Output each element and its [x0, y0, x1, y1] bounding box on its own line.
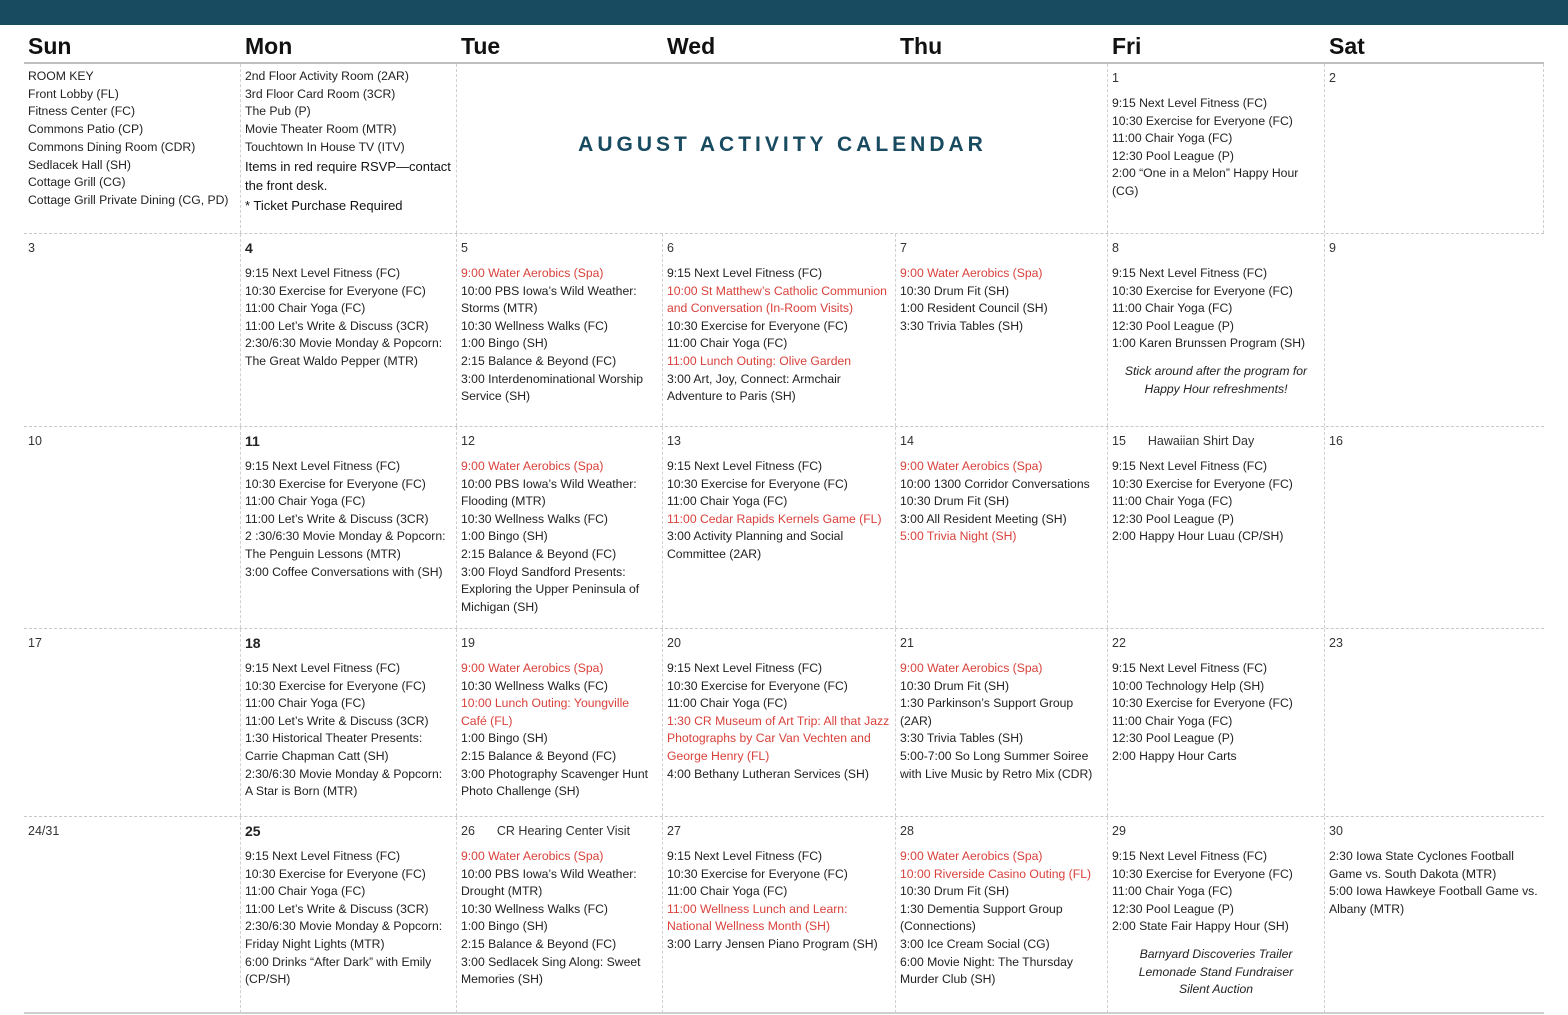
day-number-text: 11: [245, 433, 260, 449]
rsvp-event-item: 10:00 Riverside Casino Outing (FL): [900, 866, 1092, 881]
event-item: 5:00 Iowa Hawkeye Football Game vs. Albany (MTR): [1329, 884, 1538, 916]
event-item: 10:30 Exercise for Everyone (FC): [245, 678, 426, 693]
room-key-line: 2nd Floor Activity Room (2AR): [245, 69, 409, 83]
week-row-3: [24, 427, 1544, 629]
event-item: 9:15 Next Level Fitness (FC): [667, 266, 823, 280]
event-item: 1:00 Bingo (SH): [461, 336, 548, 351]
event-item: 10:30 Exercise for Everyone (FC): [245, 866, 426, 881]
day-cell-25: [241, 817, 457, 1013]
event-item: 9:15 Next Level Fitness (FC): [245, 459, 401, 473]
day-number-text: 10: [28, 434, 42, 448]
day-number-text: 28: [900, 824, 914, 838]
day-number-text: 17: [28, 636, 42, 650]
event-item: 11:00 Chair Yoga (FC): [1112, 494, 1233, 509]
italic-note-line: Silent Auction: [1178, 982, 1254, 997]
day-number: [1112, 433, 1320, 450]
event-item: 12:30 Pool League (P): [1112, 901, 1234, 916]
rsvp-event-item: 10:00 Lunch Outing: Youngville Café (FL): [461, 696, 630, 728]
event-item: 12:30 Pool League (P): [1112, 731, 1234, 746]
event-item: 10:30 Wellness Walks (FC): [461, 318, 608, 333]
event-item: 1:00 Karen Brunssen Program (SH): [1112, 336, 1306, 351]
event-item: 11:00 Let’s Write & Discuss (3CR): [245, 511, 429, 526]
event-item: 11:00 Chair Yoga (FC): [245, 696, 366, 711]
event-item: 11:00 Chair Yoga (FC): [245, 494, 366, 509]
weekday-header: [24, 30, 1544, 64]
day-cell-4: [241, 234, 457, 426]
event-item: 10:30 Exercise for Everyone (FC): [667, 476, 848, 491]
day-number: [28, 240, 236, 257]
event-item: 12:30 Pool League (P): [1112, 511, 1234, 526]
day-cell-19: [457, 629, 663, 816]
day-number: [900, 240, 1103, 257]
room-key-line: Touchtown In House TV (ITV): [245, 139, 405, 154]
event-item: 2:15 Balance & Beyond (FC): [461, 748, 617, 763]
event-item: 6:00 Movie Night: The Thursday Murder Club (SH): [900, 954, 1073, 987]
day-number: [667, 823, 891, 840]
event-item: 12:30 Pool League (P): [1112, 148, 1234, 163]
italic-note: [1112, 946, 1320, 999]
day-number: [900, 433, 1103, 450]
event-item: 3:00 All Resident Meeting (SH): [900, 511, 1067, 526]
day-note: CR Hearing Center Visit: [496, 824, 631, 838]
event-item: 1:30 Parkinson’s Support Group (2AR): [900, 696, 1074, 728]
rsvp-event-item: 9:00 Water Aerobics (Spa): [461, 661, 604, 675]
event-item: 10:00 PBS Iowa’s Wild Weather: Drought (MTR): [461, 866, 637, 899]
day-cell-26: [457, 817, 663, 1013]
day-number-text: 8: [1112, 241, 1119, 255]
event-item: 3:00 Coffee Conversations with (SH): [245, 564, 443, 579]
day-cell-30: [1325, 817, 1544, 1013]
event-item: 11:00 Chair Yoga (FC): [667, 336, 788, 351]
event-item: 3:00 Floyd Sandford Presents: Exploring the Upper Peninsula of Michigan (SH): [461, 564, 640, 614]
day-number-text: 9: [1329, 241, 1336, 255]
italic-note-line: Stick around after the program for: [1124, 363, 1308, 378]
day-cell-28: [896, 817, 1108, 1013]
event-item: 3:00 Photography Scavenger Hunt Photo Challenge (SH): [461, 766, 649, 799]
event-item: 2:30/6:30 Movie Monday & Popcorn: Friday Night Lights (MTR): [245, 919, 443, 951]
event-item: 10:00 PBS Iowa’s Wild Weather: Storms (MTR): [461, 283, 637, 316]
rsvp-event-item: 9:00 Water Aerobics (Spa): [900, 661, 1043, 675]
weekday-sun: Sun: [28, 33, 72, 59]
event-item: 1:00 Bingo (SH): [461, 529, 548, 544]
event-item: 11:00 Chair Yoga (FC): [1112, 301, 1233, 316]
week-row-2: [24, 234, 1544, 427]
room-key-line: Sedlacek Hall (SH): [28, 157, 131, 172]
day-number-text: 27: [667, 824, 681, 838]
event-item: 3:00 Sedlacek Sing Along: Sweet Memories (SH): [461, 954, 641, 987]
event-item: 11:00 Chair Yoga (FC): [1112, 131, 1233, 146]
rsvp-event-item: 11:00 Wellness Lunch and Learn: National Wellness Month (SH): [667, 901, 848, 934]
day-cell-12: [457, 427, 663, 628]
day-cell-8: [1108, 234, 1325, 426]
weekday-sat: Sat: [1329, 33, 1365, 59]
day-number: 2: [1329, 71, 1336, 85]
day-cell-23: [1325, 629, 1544, 816]
day-number: [1112, 635, 1320, 652]
day-number: [28, 635, 236, 652]
event-item: 9:15 Next Level Fitness (FC): [1112, 266, 1268, 280]
day-cell-16: [1325, 427, 1544, 628]
weekday-thu: Thu: [900, 33, 943, 59]
day-cell-14: [896, 427, 1108, 628]
day-number: [900, 635, 1103, 652]
event-item: 11:00 Chair Yoga (FC): [667, 494, 788, 509]
event-item: 10:30 Drum Fit (SH): [900, 884, 1010, 899]
event-item: 11:00 Chair Yoga (FC): [667, 696, 788, 711]
day-cell-15: [1108, 427, 1325, 628]
day-cell-10: [24, 427, 241, 628]
italic-note-line: Lemonade Stand Fundraiser: [1138, 964, 1294, 979]
day-number-text: 12: [461, 434, 475, 448]
room-key-line: The Pub (P): [245, 104, 311, 119]
event-item: 10:30 Exercise for Everyone (FC): [245, 476, 426, 491]
day-number: [245, 823, 452, 840]
event-item: 9:15 Next Level Fitness (FC): [1112, 96, 1268, 110]
day-number: [1329, 635, 1540, 652]
day-number: [461, 433, 658, 450]
bottom-rule: [24, 1012, 1544, 1014]
day-number-text: 13: [667, 434, 681, 448]
event-item: 10:30 Exercise for Everyone (FC): [1112, 113, 1293, 128]
event-item: 10:30 Drum Fit (SH): [900, 678, 1010, 693]
room-key-column-1: [24, 64, 241, 233]
rsvp-event-item: 9:00 Water Aerobics (Spa): [461, 459, 604, 473]
event-item: 11:00 Let’s Write & Discuss (3CR): [245, 901, 429, 916]
event-item: 2:15 Balance & Beyond (FC): [461, 936, 617, 951]
day-cell-21: [896, 629, 1108, 816]
day-number: [667, 240, 891, 257]
day-number: [1112, 240, 1320, 257]
event-item: 9:15 Next Level Fitness (FC): [245, 661, 401, 675]
event-item: 11:00 Chair Yoga (FC): [1112, 884, 1233, 899]
event-item: 10:30 Exercise for Everyone (FC): [667, 318, 848, 333]
event-item: 1:00 Bingo (SH): [461, 919, 548, 934]
event-item: 10:30 Drum Fit (SH): [900, 283, 1010, 298]
event-item: 9:15 Next Level Fitness (FC): [667, 661, 823, 675]
event-item: 11:00 Chair Yoga (FC): [667, 884, 788, 899]
event-item: 2 :30/6:30 Movie Monday & Popcorn: The Penguin Lessons (MTR): [245, 529, 446, 561]
room-key-column-2: [241, 64, 457, 233]
room-key-line: Fitness Center (FC): [28, 104, 135, 119]
day-number-text: 15: [1112, 434, 1126, 448]
day-number-text: 30: [1329, 824, 1343, 838]
week-row-1: [24, 64, 1544, 234]
rsvp-event-item: 9:00 Water Aerobics (Spa): [461, 849, 604, 863]
event-item: 6:00 Drinks “After Dark” with Emily (CP/SH): [245, 954, 432, 987]
day-cell-1: [1108, 64, 1325, 233]
event-item: 3:00 Ice Cream Social (CG): [900, 936, 1050, 951]
day-number-text: 23: [1329, 636, 1343, 650]
event-item: 9:15 Next Level Fitness (FC): [1112, 459, 1268, 473]
rsvp-event-item: 5:00 Trivia Night (SH): [900, 529, 1017, 544]
room-key-line: Commons Patio (CP): [28, 122, 144, 137]
week-row-5: [24, 817, 1544, 1013]
day-number-text: 19: [461, 636, 475, 650]
event-item: 1:30 Historical Theater Presents: Carrie Chapman Catt (SH): [245, 731, 423, 763]
day-cell-24-31: [24, 817, 241, 1013]
room-key-line: Movie Theater Room (MTR): [245, 122, 397, 137]
event-item: 3:00 Activity Planning and Social Committee (2AR): [667, 529, 844, 561]
day-number: [1329, 823, 1540, 840]
day-cell-9: [1325, 234, 1544, 426]
event-item: 4:00 Bethany Lutheran Services (SH): [667, 766, 869, 781]
event-item: 11:00 Chair Yoga (FC): [245, 301, 366, 316]
day-cell-18: [241, 629, 457, 816]
day-number-text: 5: [461, 241, 468, 255]
event-item: 11:00 Let’s Write & Discuss (3CR): [245, 318, 429, 333]
week-row-4: [24, 629, 1544, 817]
day-number-text: 29: [1112, 824, 1126, 838]
rsvp-event-item: 9:00 Water Aerobics (Spa): [900, 849, 1043, 863]
event-item: 3:00 Interdenominational Worship Service (SH): [461, 371, 644, 404]
day-number-text: 6: [667, 241, 674, 255]
day-number: [245, 635, 452, 652]
day-number-text: 25: [245, 823, 261, 839]
day-number: [28, 433, 236, 450]
header-bar: [0, 0, 1568, 25]
day-number-text: 26: [461, 824, 475, 838]
day-cell-7: [896, 234, 1108, 426]
event-item: 10:30 Wellness Walks (FC): [461, 901, 608, 916]
event-item: 2:30/6:30 Movie Monday & Popcorn: A Star is Born (MTR): [245, 766, 443, 799]
day-cell-5: [457, 234, 663, 426]
event-item: 3:00 Larry Jensen Piano Program (SH): [667, 936, 878, 951]
event-item: 11:00 Chair Yoga (FC): [245, 884, 366, 899]
event-item: 9:15 Next Level Fitness (FC): [245, 266, 401, 280]
room-key-line: ROOM KEY: [28, 69, 94, 83]
day-number-text: 22: [1112, 636, 1126, 650]
event-item: 10:00 PBS Iowa’s Wild Weather: Flooding (MTR): [461, 476, 637, 509]
weekday-wed: Wed: [667, 33, 716, 59]
day-cell-29: [1108, 817, 1325, 1013]
day-number: [1329, 240, 1540, 257]
rsvp-event-item: 9:00 Water Aerobics (Spa): [900, 459, 1043, 473]
room-key-line: 3rd Floor Card Room (3CR): [245, 86, 396, 101]
day-number-text: 18: [245, 635, 261, 651]
event-item: 9:15 Next Level Fitness (FC): [667, 849, 823, 863]
rsvp-note: Items in red require RSVP—contact the front desk.: [245, 158, 451, 194]
event-item: 10:00 1300 Corridor Conversations: [900, 476, 1090, 491]
day-cell-20: [663, 629, 896, 816]
event-item: 3:30 Trivia Tables (SH): [900, 318, 1024, 333]
event-item: 10:30 Drum Fit (SH): [900, 494, 1010, 509]
day-number-text: 7: [900, 241, 907, 255]
day-number-text: 21: [900, 636, 914, 650]
event-item: 11:00 Let’s Write & Discuss (3CR): [245, 713, 429, 728]
calendar-title: AUGUST ACTIVITY CALENDAR: [578, 133, 987, 156]
italic-note-line: Barnyard Discoveries Trailer: [1139, 946, 1293, 961]
event-item: 2:00 State Fair Happy Hour (SH): [1112, 919, 1289, 934]
day-number-text: 4: [245, 240, 253, 256]
weekday-tue: Tue: [461, 33, 501, 59]
day-number: [900, 823, 1103, 840]
event-item: 10:30 Wellness Walks (FC): [461, 511, 608, 526]
event-item: 2:15 Balance & Beyond (FC): [461, 546, 617, 561]
event-item: 2:15 Balance & Beyond (FC): [461, 353, 617, 368]
day-number-text: 16: [1329, 434, 1343, 448]
day-number: [28, 823, 236, 840]
event-item: 10:30 Wellness Walks (FC): [461, 678, 608, 693]
day-cell-11: [241, 427, 457, 628]
event-item: 10:00 Technology Help (SH): [1112, 678, 1265, 693]
event-item: 2:30/6:30 Movie Monday & Popcorn: The Great Waldo Pepper (MTR): [245, 336, 443, 368]
day-number: [667, 635, 891, 652]
event-item: 10:30 Exercise for Everyone (FC): [1112, 476, 1293, 491]
event-item: 2:00 Happy Hour Carts: [1112, 748, 1237, 763]
room-key-line: Commons Dining Room (CDR): [28, 139, 196, 154]
day-cell-6: [663, 234, 896, 426]
event-item: 9:15 Next Level Fitness (FC): [667, 459, 823, 473]
event-item: 10:30 Exercise for Everyone (FC): [667, 866, 848, 881]
event-item: 1:00 Bingo (SH): [461, 731, 548, 746]
day-number-text: 14: [900, 434, 914, 448]
room-key-line: Cottage Grill (CG): [28, 175, 126, 190]
day-cell-2: [1325, 64, 1544, 233]
day-number: [245, 240, 452, 257]
event-item: 11:00 Chair Yoga (FC): [1112, 713, 1233, 728]
event-item: 1:30 Dementia Support Group (Connections): [900, 901, 1063, 934]
day-cell-17: [24, 629, 241, 816]
event-item: 9:15 Next Level Fitness (FC): [1112, 849, 1268, 863]
event-item: 2:30 Iowa State Cyclones Football Game vs. South Dakota (MTR): [1329, 849, 1514, 881]
weekday-mon: Mon: [245, 33, 293, 59]
day-number: [245, 433, 452, 450]
italic-note: [1112, 363, 1320, 398]
event-item: 10:30 Exercise for Everyone (FC): [1112, 696, 1293, 711]
room-key-line: Cottage Grill Private Dining (CG, PD): [28, 192, 229, 207]
day-number-text: 20: [667, 636, 681, 650]
rsvp-event-item: 11:00 Cedar Rapids Kernels Game (FL): [667, 511, 882, 526]
calendar-grid: [24, 30, 1544, 1013]
event-item: 3:30 Trivia Tables (SH): [900, 731, 1024, 746]
room-key-line: Front Lobby (FL): [28, 86, 119, 101]
day-number: [1112, 823, 1320, 840]
weekday-fri: Fri: [1112, 33, 1142, 59]
day-number: [667, 433, 891, 450]
day-number: [461, 635, 658, 652]
event-item: 5:00-7:00 So Long Summer Soiree with Live Music by Retro Mix (CDR): [900, 748, 1093, 781]
day-number-text: 3: [28, 241, 35, 255]
rsvp-event-item: 1:30 CR Museum of Art Trip: All that Jazz Photographs by Car Van Vechten and George Henry (FL): [667, 713, 890, 763]
event-item: 3:00 Art, Joy, Connect: Armchair Adventure to Paris (SH): [667, 371, 841, 404]
day-cell-27: [663, 817, 896, 1013]
rsvp-event-item: 9:00 Water Aerobics (Spa): [461, 266, 604, 280]
italic-note-line: Happy Hour refreshments!: [1144, 381, 1288, 396]
rsvp-event-item: 9:00 Water Aerobics (Spa): [900, 266, 1043, 280]
day-number: [461, 240, 658, 257]
event-item: 2:00 “One in a Melon” Happy Hour (CG): [1112, 166, 1299, 198]
day-number-text: 24/31: [28, 824, 60, 838]
day-number: 1: [1112, 71, 1119, 85]
event-item: 1:00 Resident Council (SH): [900, 301, 1048, 316]
day-number: [1329, 433, 1540, 450]
event-item: 9:15 Next Level Fitness (FC): [1112, 661, 1268, 675]
day-cell-3: [24, 234, 241, 426]
day-cell-22: [1108, 629, 1325, 816]
day-note: Hawaiian Shirt Day: [1147, 434, 1255, 448]
event-item: 12:30 Pool League (P): [1112, 318, 1234, 333]
event-item: 10:30 Exercise for Everyone (FC): [667, 678, 848, 693]
event-item: 10:30 Exercise for Everyone (FC): [245, 283, 426, 298]
rsvp-event-item: 11:00 Lunch Outing: Olive Garden: [667, 353, 852, 368]
ticket-note: * Ticket Purchase Required: [245, 197, 403, 213]
day-number: [461, 823, 658, 840]
event-item: 2:00 Happy Hour Luau (CP/SH): [1112, 529, 1284, 544]
rsvp-event-item: 10:00 St Matthew’s Catholic Communion and Conversation (In-Room Visits): [667, 283, 887, 316]
day-cell-13: [663, 427, 896, 628]
event-item: 10:30 Exercise for Everyone (FC): [1112, 283, 1293, 298]
event-item: 9:15 Next Level Fitness (FC): [245, 849, 401, 863]
event-item: 10:30 Exercise for Everyone (FC): [1112, 866, 1293, 881]
